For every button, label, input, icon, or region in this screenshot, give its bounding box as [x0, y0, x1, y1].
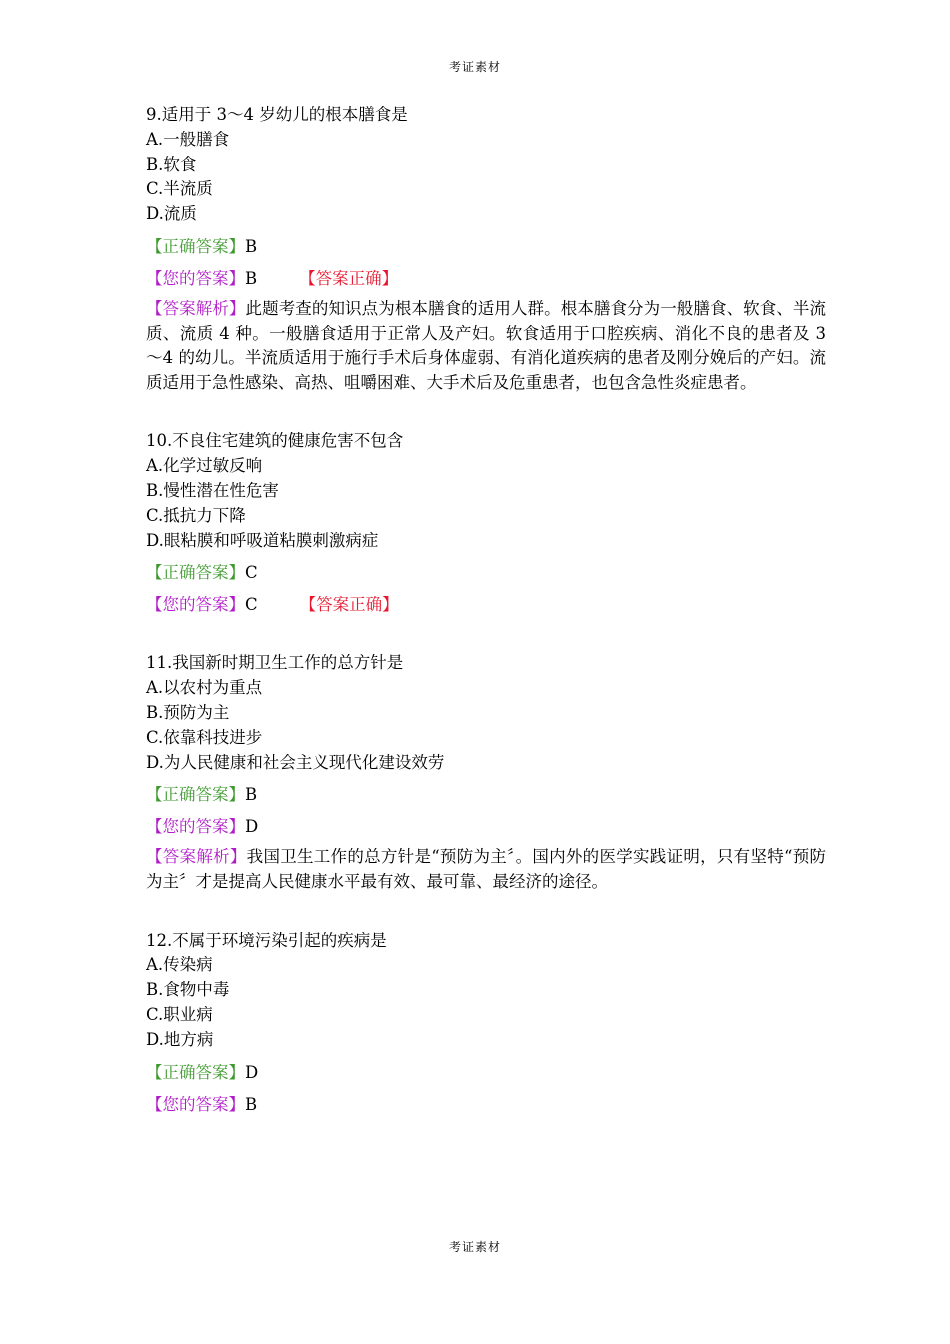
question-10 [146, 429, 826, 617]
your-answer-value: B [245, 268, 258, 288]
correct-answer-label: 【正确答案】 [146, 236, 245, 256]
correct-answer-row [146, 1061, 826, 1085]
question-title: 12.不属于环境污染引起的疾病是 [146, 930, 387, 950]
correct-answer-value: D [245, 1062, 259, 1082]
verdict-correct-label: 【答案正确】 [299, 268, 399, 288]
your-answer-value: C [245, 595, 258, 615]
option-c: C.抵抗力下降 [146, 505, 246, 525]
correct-answer-label: 【正确答案】 [146, 1062, 245, 1082]
option-b: B.预防为主 [146, 702, 230, 722]
correct-answer-row [146, 561, 826, 585]
option-d: D.流质 [146, 204, 197, 224]
option-c: C.职业病 [146, 1004, 213, 1024]
verdict-correct-label: 【答案正确】 [299, 595, 399, 615]
your-answer-value: B [245, 1094, 258, 1114]
explanation-label: 【答案解析】 [146, 298, 246, 318]
your-answer-value: D [245, 817, 259, 837]
your-answer-row [146, 593, 826, 617]
option-c: C.依靠科技进步 [146, 727, 263, 747]
your-answer-label: 【您的答案】 [146, 268, 245, 288]
option-a: A.一般膳食 [146, 129, 230, 149]
page-footer: 考证素材 [448, 1240, 501, 1254]
option-c: C.半流质 [146, 179, 213, 199]
correct-answer-value: C [245, 563, 258, 583]
question-list [146, 103, 826, 1151]
option-b: B.慢性潜在性危害 [146, 480, 279, 500]
option-b: B.软食 [146, 154, 197, 174]
option-a: A.以农村为重点 [146, 678, 263, 698]
option-a: A.化学过敏反响 [146, 456, 263, 476]
your-answer-label: 【您的答案】 [146, 817, 245, 837]
question-9 [146, 103, 826, 395]
your-answer-row [146, 815, 826, 839]
explanation [146, 297, 826, 395]
your-answer-row [146, 1093, 826, 1117]
correct-answer-value: B [245, 785, 258, 805]
correct-answer-label: 【正确答案】 [146, 563, 245, 583]
option-b: B.食物中毒 [146, 980, 230, 1000]
correct-answer-value: B [245, 236, 258, 256]
your-answer-label: 【您的答案】 [146, 595, 245, 615]
correct-answer-row [146, 235, 826, 259]
option-d: D.为人民健康和社会主义现代化建设效劳 [146, 752, 445, 772]
page-header: 考证素材 [448, 60, 501, 74]
question-11 [146, 651, 826, 894]
question-title: 11.我国新时期卫生工作的总方针是 [146, 653, 404, 673]
option-a: A.传染病 [146, 955, 213, 975]
explanation-label: 【答案解析】 [146, 847, 247, 867]
correct-answer-label: 【正确答案】 [146, 785, 245, 805]
your-answer-label: 【您的答案】 [146, 1094, 245, 1114]
option-d: D.地方病 [146, 1029, 214, 1049]
option-d: D.眼粘膜和呼吸道粘膜刺激病症 [146, 530, 379, 550]
question-title: 10.不良住宅建筑的健康危害不包含 [146, 431, 404, 451]
explanation-text: 此题考查的知识点为根本膳食的适用人群。根本膳食分为一般膳食、软食、半流质、流质 4 种。一般膳食适用于正常人及产妇。软食适用于口腔疾病、消化不良的患者及 3～4 的幼儿。半流质适用于施行手术后身体虚弱、有消化道疾病的患者及刚分娩后的产妇。流质适用于急性感染、高热、咀嚼困难、大手术后及危重患者，也包含急性炎症患者。 [146, 298, 827, 392]
question-title: 9.适用于 3～4 岁幼儿的根本膳食是 [146, 105, 408, 124]
correct-answer-row [146, 783, 826, 807]
question-12 [146, 929, 826, 1117]
explanation [146, 845, 826, 894]
explanation-text: 我国卫生工作的总方针是“预防为主〞。国内外的医学实践证明，只有坚特“预防为主〞才是提高人民健康水平最有效、最可靠、最经济的途径。 [146, 847, 827, 891]
your-answer-row [146, 267, 826, 291]
